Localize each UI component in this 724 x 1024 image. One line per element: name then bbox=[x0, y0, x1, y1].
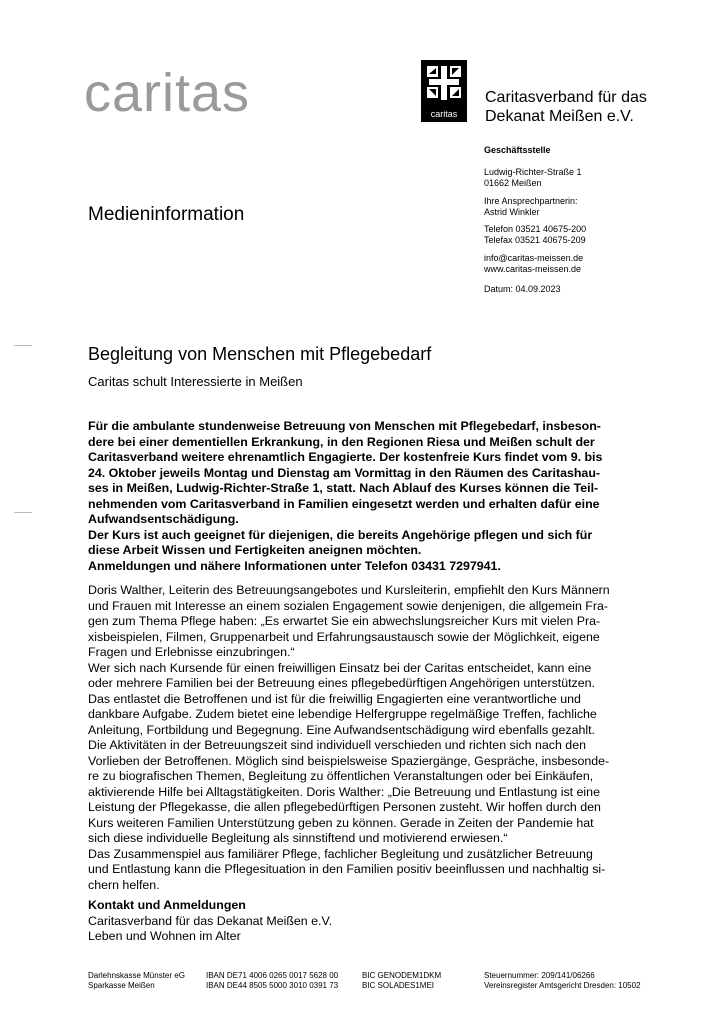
bic: BIC GENODEM1DKM bbox=[362, 971, 442, 980]
contact-label: Ihre Ansprechpartnerin: bbox=[484, 196, 578, 206]
website-link[interactable]: www.caritas-meissen.de bbox=[484, 264, 582, 274]
body-line: oder mehrere Familien bei der Betreuung eines pflegebedürftigen Angehörigen unterstützen. bbox=[88, 676, 595, 690]
body-line: Die Aktivitäten in der Betreuungszeit sind individuell verschieden und richten sich nach den bbox=[88, 738, 586, 752]
bank-name: Darlehnskasse Münster eG bbox=[88, 971, 185, 980]
lead-line: Anmeldungen und nähere Informationen unter Telefon 03431 7297941. bbox=[88, 558, 501, 573]
fold-mark bbox=[14, 345, 32, 346]
office-online bbox=[484, 253, 583, 275]
org-line-2: Dekanat Meißen e.V. bbox=[485, 108, 634, 125]
body-line: Kurs weiteren Familien Unterstützung geben zu können. Gerade in Zeiten der Pandemie hat bbox=[88, 815, 594, 830]
bic: BIC SOLADES1MEI bbox=[362, 981, 435, 990]
office-contact-person bbox=[484, 196, 578, 218]
lead-line: nehmenden vom Caritasverband in Familien eingesetzt werden und erhalten dafür eine bbox=[88, 496, 600, 511]
body-line: Fragen und Erlebnisse einzubringen.“ bbox=[88, 645, 295, 659]
lead-line: Aufwandsentschädigung. bbox=[88, 512, 239, 526]
phone: Telefon 03521 40675-200 bbox=[484, 224, 587, 234]
footer-banks bbox=[88, 971, 185, 991]
organization-name bbox=[485, 88, 647, 126]
body-line: Vorlieben der Betroffenen. Möglich sind beispielsweise Spaziergänge, Gespräche, insbesonde- bbox=[88, 753, 610, 768]
lead-line: Für die ambulante stundenweise Betreuung von Menschen mit Pflegebedarf, insbeson- bbox=[88, 419, 601, 433]
bank-name: Sparkasse Meißen bbox=[88, 981, 155, 990]
caritas-wordmark: caritas bbox=[84, 63, 251, 123]
body-line: und Frauen mit Interesse an einem sozialen Engagement sowie denjenigen, die allgemein Fra- bbox=[88, 598, 609, 613]
lead-line: Caritasverband weitere ehrenamtlich Engagierte. Der kostenfreie Kurs findet vom 9. bis bbox=[88, 450, 603, 464]
contact-heading: Kontakt und Anmeldungen bbox=[88, 898, 246, 912]
document-date: Datum: 04.09.2023 bbox=[484, 284, 561, 294]
body-line: Das Zusammenspiel aus familiärer Pflege, fachlicher Begleitung und zusätzlicher Betreuung bbox=[88, 846, 593, 861]
document-type: Medieninformation bbox=[88, 204, 245, 225]
footer-bics bbox=[362, 971, 441, 991]
footer-ibans bbox=[206, 971, 338, 991]
fold-mark bbox=[14, 512, 32, 513]
fax: Telefax 03521 40675-209 bbox=[484, 235, 586, 245]
register-number: Vereinsregister Amtsgericht Dresden: 10502 bbox=[484, 981, 641, 990]
contact-name: Astrid Winkler bbox=[484, 207, 540, 217]
body-line: und Entlastung kann die Pflegesituation in den Familien positiv beeinflussen und nachhaltig si- bbox=[88, 862, 606, 876]
iban: IBAN DE44 8505 5000 3010 0391 73 bbox=[206, 981, 339, 990]
footer-registry bbox=[484, 971, 641, 991]
lead-line: dere bei einer dementiellen Erkrankung, in den Regionen Riesa und Meißen schult der bbox=[88, 434, 595, 449]
body-line: dankbare Aufgabe. Zudem bietet eine lebendige Helfergruppe regelmäßige Treffen, fachliche bbox=[88, 707, 597, 721]
body-text bbox=[88, 583, 653, 893]
body-line: xisbeispielen, Filmen, Gruppenarbeit und Erfahrungsaustausch sowie der Möglichkeit, eigene bbox=[88, 629, 600, 644]
tax-number: Steuernummer: 209/141/06266 bbox=[484, 971, 595, 980]
body-line: sich diese individuelle Begleitung als sinnstiftend und motivierend erwiesen.“ bbox=[88, 831, 508, 845]
body-line: Anleitung, Fortbildung und Begegnung. Eine Aufwandsentschädigung wird ebenfalls gezahlt. bbox=[88, 722, 595, 737]
body-line: aktivierende Hilfe bei Alltagstätigkeiten. Doris Walther: „Die Betreuung und Entlastung ist eine bbox=[88, 784, 600, 799]
iban: IBAN DE71 4006 0265 0017 5628 00 bbox=[206, 971, 339, 980]
logo-caption: caritas bbox=[430, 109, 458, 119]
lead-paragraph bbox=[88, 419, 648, 574]
lead-line: 24. Oktober jeweils Montag und Dienstag am Vormittag in den Räumen des Caritashau- bbox=[88, 465, 601, 480]
subheadline: Caritas schult Interessierte in Meißen bbox=[88, 374, 303, 389]
org-line-1: Caritasverband für das bbox=[485, 89, 647, 106]
office-heading: Geschäftsstelle bbox=[484, 145, 551, 155]
body-line: Wer sich nach Kursende für einen freiwilligen Einsatz bei der Caritas entscheidet, kann eine bbox=[88, 660, 592, 675]
office-phone bbox=[484, 224, 586, 246]
body-line: re zu biografischen Themen, Begleitung zu öffentlichen Veranstaltungen oder bei Einkäufen, bbox=[88, 769, 594, 783]
body-line: chern helfen. bbox=[88, 877, 160, 892]
lead-line: Der Kurs ist auch geeignet für diejenigen, die bereits Angehörige pflegen und sich für bbox=[88, 527, 593, 542]
body-line: Leistung der Pflegekasse, die allen pflegebedürftigen Personen zusteht. Wir hoffen durch den bbox=[88, 800, 601, 814]
city: 01662 Meißen bbox=[484, 178, 542, 188]
body-line: gen zum Thema Pflege haben: „Es erwartet Sie ein abwechslungsreicher Kurs mit vielen Pra- bbox=[88, 614, 601, 628]
lead-line: diese Arbeit Wissen und Fertigkeiten aneignen möchten. bbox=[88, 543, 422, 557]
contact-line-2: Leben und Wohnen im Alter bbox=[88, 929, 241, 943]
street: Ludwig-Richter-Straße 1 bbox=[484, 167, 582, 177]
lead-line: ses in Meißen, Ludwig-Richter-Straße 1, statt. Nach Ablauf des Kurses können die Teil- bbox=[88, 481, 599, 495]
email-link[interactable]: info@caritas-meissen.de bbox=[484, 253, 584, 263]
headline: Begleitung von Menschen mit Pflegebedarf bbox=[88, 344, 432, 364]
body-line: Doris Walther, Leiterin des Betreuungsangebotes und Kursleiterin, empfiehlt den Kurs Männern bbox=[88, 583, 610, 597]
flame-cross-icon bbox=[421, 60, 467, 106]
caritas-logo bbox=[421, 60, 467, 122]
body-line: Das entlastet die Betroffenen und ist für die freiwillig Engagierten eine verantwortliche und bbox=[88, 691, 581, 706]
contact-block bbox=[88, 898, 332, 945]
contact-line-1: Caritasverband für das Dekanat Meißen e.V. bbox=[88, 913, 333, 928]
office-address bbox=[484, 167, 582, 189]
